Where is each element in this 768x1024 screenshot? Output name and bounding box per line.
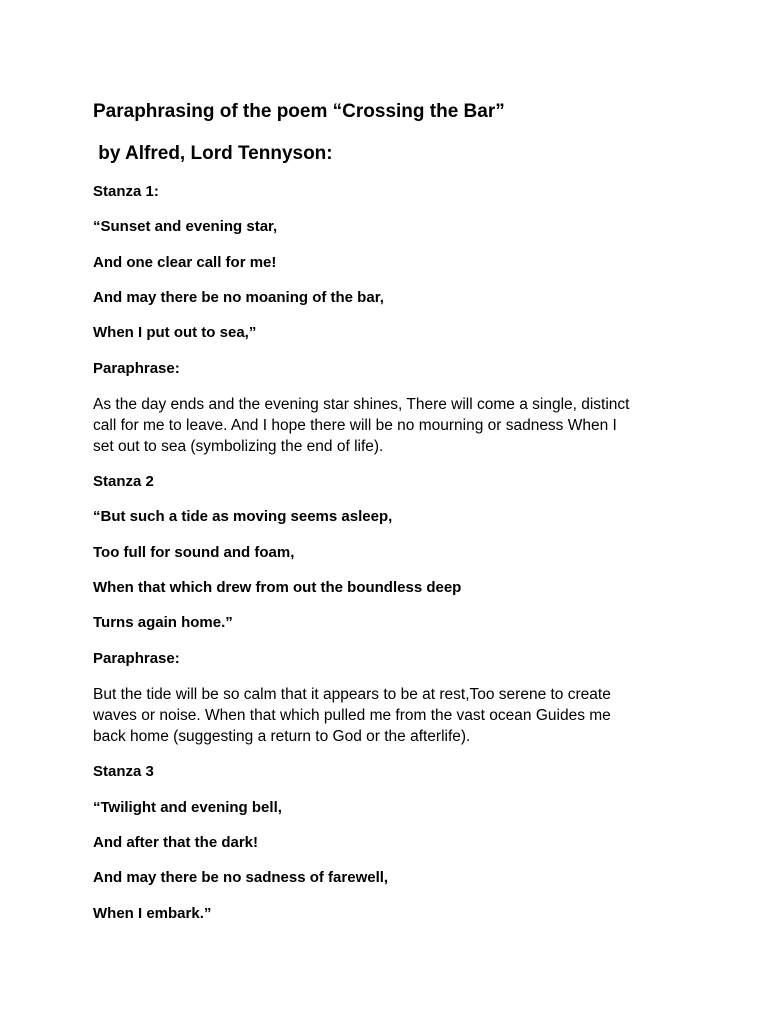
stanza-2-heading: Stanza 2 <box>93 473 154 490</box>
poem-line: “Twilight and evening bell, <box>93 799 282 816</box>
poem-line: “Sunset and evening star, <box>93 218 278 235</box>
poem-line: “But such a tide as moving seems asleep, <box>93 508 393 525</box>
poem-line: And after that the dark! <box>93 834 259 851</box>
poem-line: When I embark.” <box>93 905 212 922</box>
paraphrase-line: waves or noise. When that which pulled me from the vast ocean Guides me <box>93 707 611 724</box>
paraphrase-line: As the day ends and the evening star shines, There will come a single, distinct <box>93 396 630 413</box>
poem-line: When that which drew from out the boundless deep <box>93 579 462 596</box>
poem-line: When I put out to sea,” <box>93 324 257 341</box>
paraphrase-line: call for me to leave. And I hope there will be no mourning or sadness When I <box>93 417 617 434</box>
paraphrase-text <box>93 684 693 747</box>
poem-line: Turns again home.” <box>93 614 233 631</box>
poem-line: And one clear call for me! <box>93 254 277 271</box>
paraphrase-line: But the tide will be so calm that it appears to be at rest,Too serene to create <box>93 686 611 703</box>
document-subtitle: by Alfred, Lord Tennyson: <box>93 143 333 164</box>
paraphrase-label: Paraphrase: <box>93 360 180 377</box>
paraphrase-line: set out to sea (symbolizing the end of life). <box>93 438 384 455</box>
paraphrase-text <box>93 394 693 457</box>
paraphrase-label: Paraphrase: <box>93 650 180 667</box>
poem-line: And may there be no sadness of farewell, <box>93 869 389 886</box>
poem-line: And may there be no moaning of the bar, <box>93 289 384 306</box>
paraphrase-line: back home (suggesting a return to God or the afterlife). <box>93 728 471 745</box>
document-title: Paraphrasing of the poem “Crossing the Bar” <box>93 101 505 122</box>
poem-line: Too full for sound and foam, <box>93 544 295 561</box>
stanza-1-heading: Stanza 1: <box>93 183 159 200</box>
stanza-3-heading: Stanza 3 <box>93 763 154 780</box>
